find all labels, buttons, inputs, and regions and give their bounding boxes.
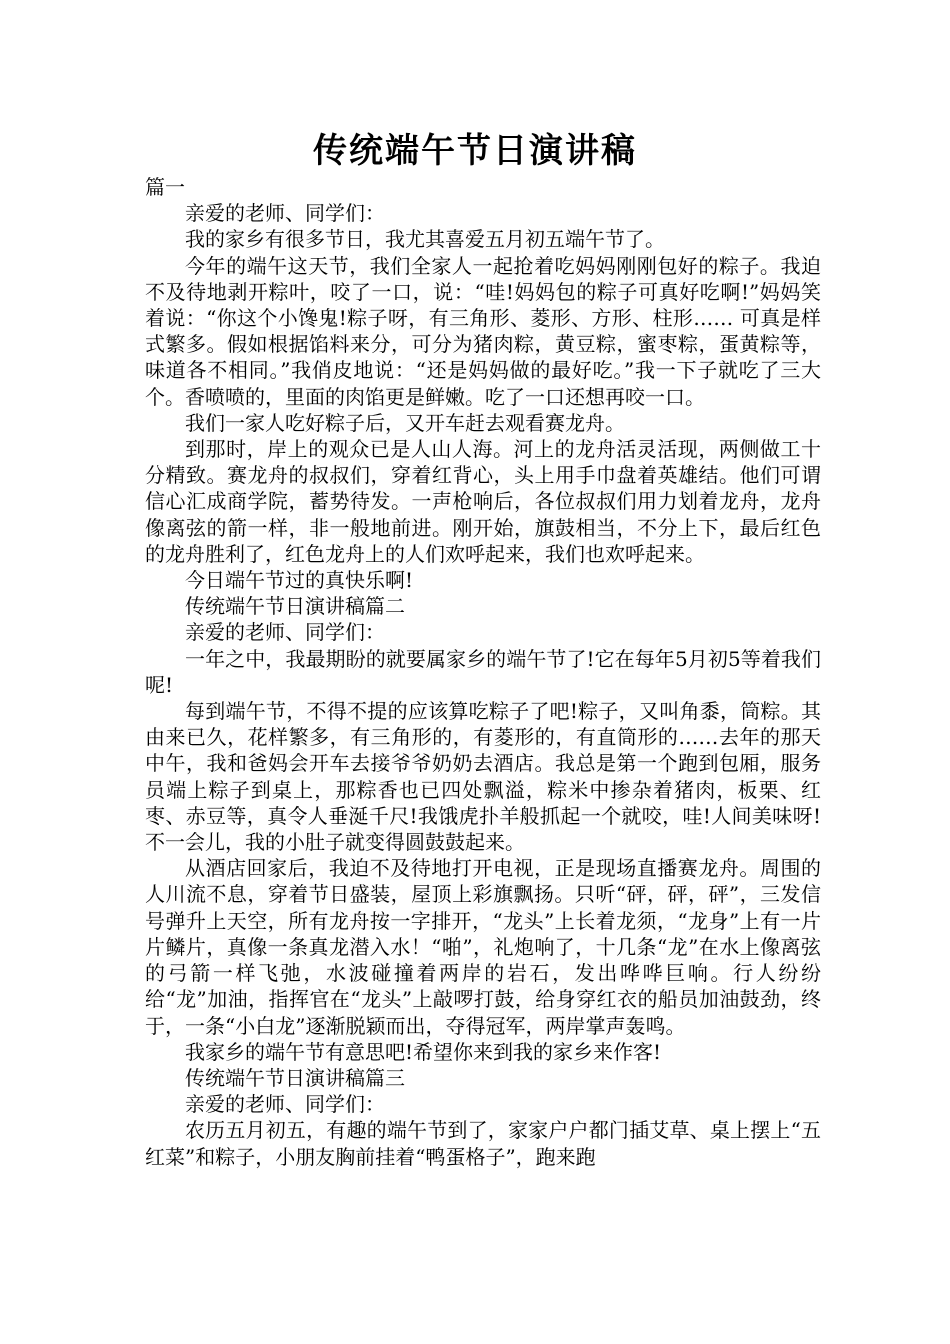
paragraph: 我们一家人吃好粽子后，又开车赶去观看赛龙舟。 bbox=[185, 410, 625, 435]
paragraph: 农历五月初五，有趣的端午节到了，家家户户都门插艾草、桌上摆上“五红菜”和粽子，小朋友胸前挂着“鸭蛋格子”，跑来跑 bbox=[145, 1118, 821, 1169]
paragraph: 我家乡的端午节有意思吧!希望你来到我的家乡来作客! bbox=[185, 1039, 662, 1064]
paragraph: 一年之中，我最期盼的就要属家乡的端午节了!它在每年5月初5等着我们呢! bbox=[145, 646, 821, 697]
section-heading: 传统端午节日演讲稿篇三 bbox=[185, 1065, 405, 1090]
paragraph: 我的家乡有很多节日，我尤其喜爱五月初五端午节了。 bbox=[185, 227, 665, 252]
section-heading: 传统端午节日演讲稿篇二 bbox=[185, 594, 405, 619]
salutation: 亲爱的老师、同学们： bbox=[185, 201, 385, 226]
salutation: 亲爱的老师、同学们： bbox=[185, 1092, 385, 1117]
salutation: 亲爱的老师、同学们： bbox=[185, 620, 385, 645]
section-heading: 篇一 bbox=[145, 175, 185, 199]
document-title: 传统端午节日演讲稿 bbox=[313, 131, 637, 171]
paragraph: 今年的端午这天节，我们全家人一起抢着吃妈妈刚刚包好的粽子。我迫不及待地剥开粽叶，咬了一口，说：“哇!妈妈包的粽子可真好吃啊!”妈妈笑着说：“你这个小馋鬼!粽子呀，有三角形、菱形、方形、柱形…… 可真是样式繁多。假如根据馅料来分，可分为猪肉粽，黄豆粽，蜜枣粽，蛋黄粽等，味道各不相同。”我俏皮地说：“还是妈妈做的最好吃。”我一下子就吃了三大个。香喷喷的，里面的肉馅更是鲜嫩。吃了一口还想再咬一口。 bbox=[145, 253, 821, 409]
paragraph: 到那时，岸上的观众已是人山人海。河上的龙舟活灵活现，两侧做工十分精致。赛龙舟的叔叔们，穿着红背心，头上用手巾盘着英雄结。他们可谓信心汇成商学院，蓄势待发。一声枪响后，各位叔叔们用力划着龙舟，龙舟像离弦的箭一样，非一般地前进。刚开始，旗鼓相当，不分上下，最后红色的龙舟胜利了，红色龙舟上的人们欢呼起来，我们也欢呼起来。 bbox=[145, 437, 821, 566]
paragraph: 今日端午节过的真快乐啊! bbox=[185, 568, 414, 593]
paragraph: 每到端午节，不得不提的应该算吃粽子了吧!粽子，又叫角黍，筒粽。其由来已久，花样繁多，有三角形的，有菱形的，有直筒形的……去年的那天中午，我和爸妈会开车去接爷爷奶奶去酒店。我总是第一个跑到包厢，服务员端上粽子到桌上，那粽香也已四处飘溢，粽米中掺杂着猪肉，板栗、红枣、赤豆等，真令人垂涎千尺!我饿虎扑羊般抓起一个就咬，哇!人间美味呀!不一会儿，我的小肚子就变得圆鼓鼓起来。 bbox=[145, 699, 821, 855]
document-body bbox=[145, 174, 821, 1170]
paragraph: 从酒店回家后，我迫不及待地打开电视，正是现场直播赛龙舟。周围的人川流不息，穿着节日盛装，屋顶上彩旗飘扬。只听“砰，砰，砰”，三发信号弹升上天空，所有龙舟按一字排开，“龙头”上长着龙须，“龙身”上有一片片鳞片，真像一条真龙潜入水！“啪”，礼炮响了，十几条“龙”在水上像离弦的弓箭一样飞弛，水波碰撞着两岸的岩石，发出哗哗巨响。行人纷纷给“龙”加油，指挥官在“龙头”上敲啰打鼓，给身穿红衣的船员加油鼓劲，终于，一条“小白龙”逐渐脱颖而出，夺得冠军，两岸掌声轰鸣。 bbox=[145, 856, 821, 1038]
